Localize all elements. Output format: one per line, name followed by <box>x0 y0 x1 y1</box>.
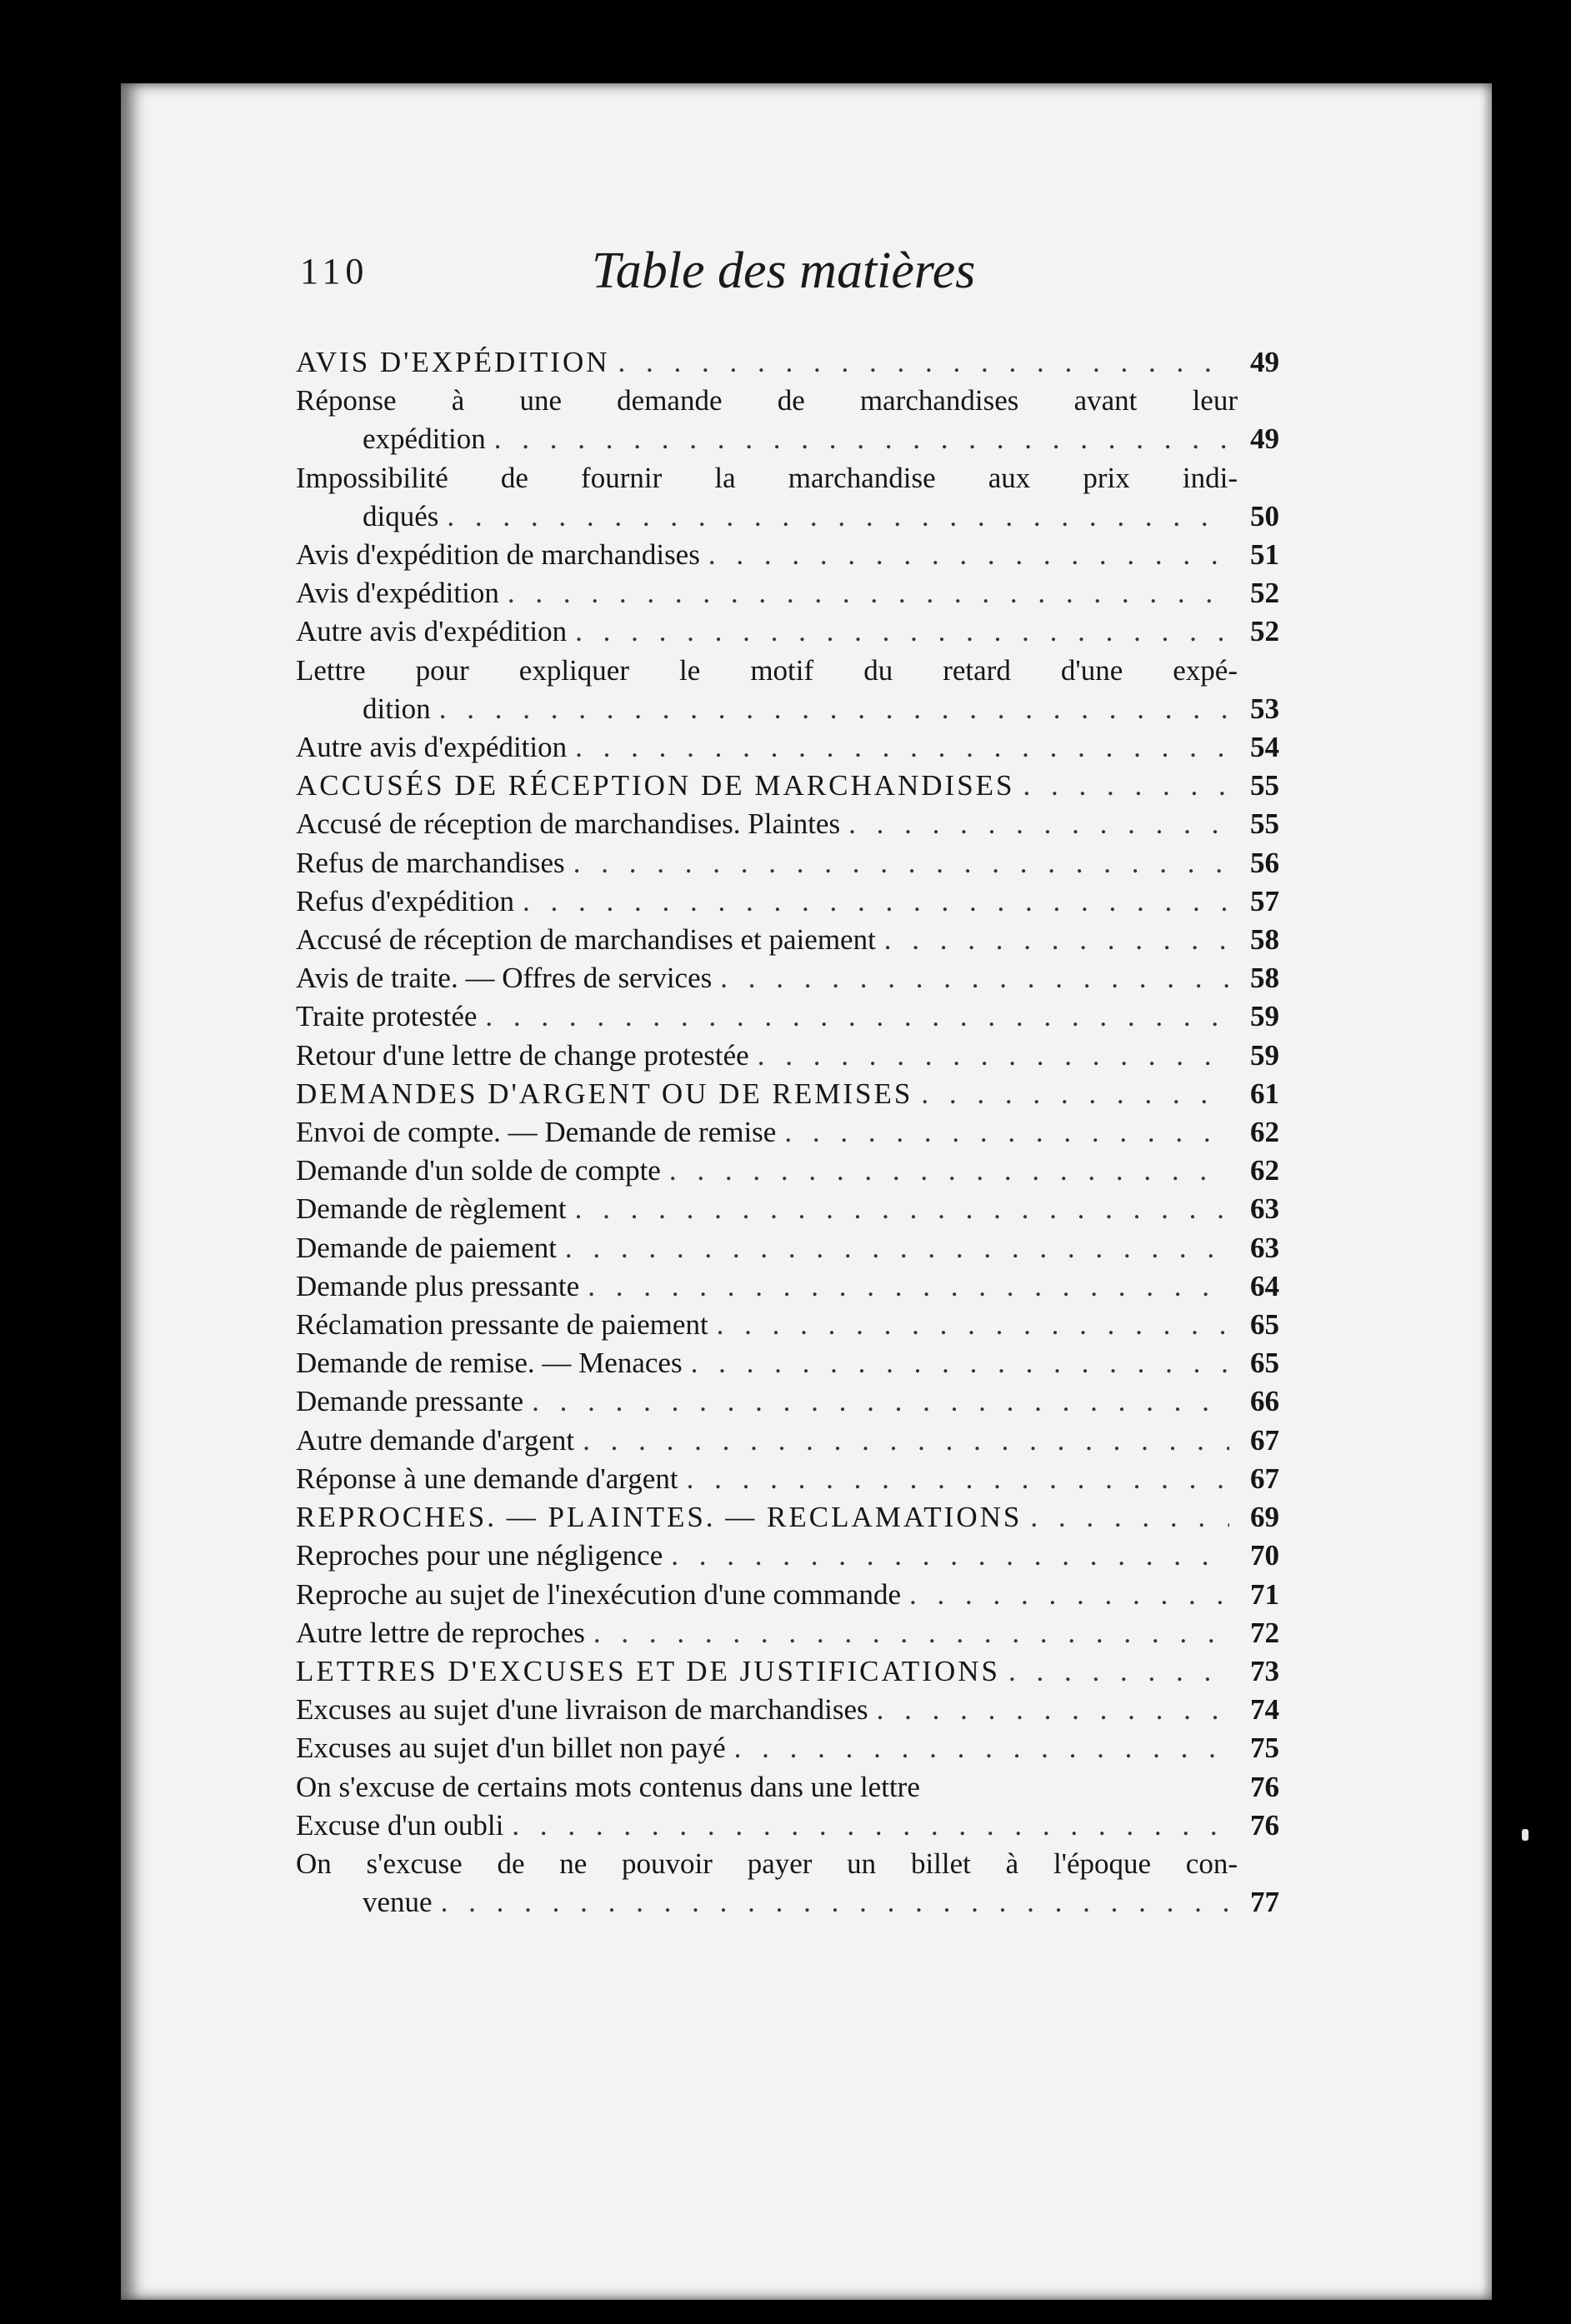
toc-page-number: 61 <box>1250 1077 1279 1110</box>
toc-entry <box>296 1344 1279 1382</box>
toc-entry-label: Accusé de réception de marchandises. Plaintes <box>296 807 841 841</box>
toc-entry <box>296 1190 1279 1228</box>
toc-entry-label: On s'excuse de ne pouvoir payer un billet à l'époque con- <box>296 1847 1238 1880</box>
toc-page-number: 72 <box>1250 1616 1279 1649</box>
toc-entry <box>296 1152 1279 1190</box>
toc-entry <box>296 921 1279 959</box>
toc-page-number: 57 <box>1250 884 1279 917</box>
toc-entry-label: Réponse à une demande d'argent <box>296 1462 678 1495</box>
toc-entry-label: Demande plus pressante <box>296 1269 580 1302</box>
toc-entry-label: Excuses au sujet d'un billet non payé <box>296 1732 726 1765</box>
dot-leader <box>1030 1498 1229 1537</box>
dot-leader <box>508 574 1229 612</box>
dot-leader <box>618 343 1229 382</box>
toc-entry <box>296 382 1279 420</box>
dot-leader <box>687 1460 1229 1498</box>
toc-page-number: 63 <box>1250 1231 1279 1264</box>
toc-page-number: 55 <box>1250 807 1279 841</box>
toc-page-number: 63 <box>1250 1192 1279 1226</box>
toc-page-number: 52 <box>1250 615 1279 648</box>
toc-entry <box>296 574 1279 612</box>
toc-entry-label: Autre avis d'expédition <box>296 615 568 648</box>
toc-entry-label: Refus d'expédition <box>296 884 514 917</box>
toc-entry-label: expédition <box>363 422 486 456</box>
page-number: 110 <box>300 251 369 292</box>
toc-page-number: 62 <box>1250 1116 1279 1149</box>
toc-entry <box>296 1382 1279 1421</box>
toc-entry-label: LETTRES D'EXCUSES ET DE JUSTIFICATIONS <box>296 1654 1000 1687</box>
toc-page-number: 65 <box>1250 1347 1279 1380</box>
dot-leader <box>593 1614 1229 1652</box>
dot-leader <box>671 1537 1229 1575</box>
dot-leader <box>575 612 1229 651</box>
toc-entry-label: Autre avis d'expédition <box>296 731 568 764</box>
dot-leader <box>485 997 1229 1036</box>
dot-leader <box>691 1344 1229 1382</box>
toc-entry-label: Demande de règlement <box>296 1192 567 1226</box>
toc-entry-label: Refus de marchandises <box>296 846 565 879</box>
dot-leader <box>669 1152 1229 1190</box>
toc-page-number: 49 <box>1250 422 1279 456</box>
toc-page-number: 76 <box>1250 1770 1279 1803</box>
toc-entry-label: Avis d'expédition <box>296 577 499 610</box>
toc-page-number: 55 <box>1250 769 1279 802</box>
toc-section-heading <box>296 767 1279 805</box>
toc-page-number: 64 <box>1250 1269 1279 1302</box>
dot-leader <box>1008 1652 1229 1691</box>
toc-entry <box>296 420 1279 458</box>
toc-page-number: 77 <box>1250 1886 1279 1919</box>
toc-entry-label: Lettre pour expliquer le motif du retard d'une expé- <box>296 653 1238 687</box>
toc-page-number: 74 <box>1250 1693 1279 1727</box>
toc-page-number: 58 <box>1250 962 1279 995</box>
toc-entry <box>296 728 1279 767</box>
dot-leader <box>848 805 1229 843</box>
toc-entry <box>296 1229 1279 1267</box>
dot-leader <box>439 690 1229 728</box>
toc-page-number: 66 <box>1250 1385 1279 1418</box>
toc-entry-label: Autre demande d'argent <box>296 1423 575 1457</box>
toc-entry-label: Impossibilité de fournir la marchandise aux prix indi- <box>296 461 1238 494</box>
toc-entry <box>296 805 1279 843</box>
toc-section-heading <box>296 343 1279 382</box>
toc-page-number: 67 <box>1250 1423 1279 1457</box>
table-of-contents <box>296 343 1279 1922</box>
dot-leader <box>583 1422 1229 1460</box>
dot-leader <box>717 1306 1229 1344</box>
dot-leader <box>720 959 1229 997</box>
dot-leader <box>573 844 1229 882</box>
toc-page-number: 67 <box>1250 1462 1279 1495</box>
dot-leader <box>565 1229 1229 1267</box>
toc-entry <box>296 997 1279 1036</box>
toc-entry <box>296 1883 1279 1922</box>
toc-page-number: 58 <box>1250 923 1279 957</box>
toc-section-heading <box>296 1498 1279 1537</box>
toc-entry <box>296 1807 1279 1845</box>
toc-entry-label: REPROCHES. — PLAINTES. — RECLAMATIONS <box>296 1501 1023 1534</box>
toc-entry-label: Accusé de réception de marchandises et paiement <box>296 923 876 957</box>
toc-entry <box>296 1768 1279 1807</box>
toc-page-number: 71 <box>1250 1577 1279 1611</box>
toc-entry <box>296 1576 1279 1614</box>
toc-section-heading <box>296 1075 1279 1113</box>
toc-page-number: 51 <box>1250 538 1279 572</box>
toc-entry <box>296 1537 1279 1575</box>
page-header <box>175 242 1258 308</box>
dot-leader <box>734 1729 1229 1767</box>
binding-hole <box>886 122 916 152</box>
toc-entry <box>296 1691 1279 1729</box>
dot-leader <box>884 921 1229 959</box>
toc-page-number: 69 <box>1250 1501 1279 1534</box>
toc-section-heading <box>296 1652 1279 1691</box>
dot-leader <box>1023 767 1229 805</box>
toc-entry-label: On s'excuse de certains mots contenus dans une lettre <box>296 1770 920 1803</box>
toc-page-number: 52 <box>1250 577 1279 610</box>
toc-entry <box>296 1113 1279 1152</box>
toc-entry-label: Envoi de compte. — Demande de remise <box>296 1116 777 1149</box>
toc-entry <box>296 1614 1279 1652</box>
toc-entry <box>296 459 1279 497</box>
toc-entry-label: Demande de remise. — Menaces <box>296 1347 683 1380</box>
toc-entry <box>296 882 1279 921</box>
toc-entry <box>296 497 1279 536</box>
toc-entry-label: Excuses au sujet d'une livraison de marchandises <box>296 1693 868 1727</box>
toc-page-number: 49 <box>1250 346 1279 378</box>
dot-leader <box>877 1691 1229 1729</box>
toc-entry-label: Excuse d'un oubli <box>296 1808 504 1842</box>
toc-entry-label: Retour d'une lettre de change protestée <box>296 1038 749 1072</box>
toc-page-number: 54 <box>1250 731 1279 764</box>
toc-entry-label: DEMANDES D'ARGENT OU DE REMISES <box>296 1077 913 1110</box>
scan-speck <box>1522 1829 1528 1841</box>
toc-entry-label: Avis d'expédition de marchandises <box>296 538 700 572</box>
toc-page-number: 75 <box>1250 1732 1279 1765</box>
toc-page-number: 53 <box>1250 692 1279 725</box>
dot-leader <box>575 1190 1229 1228</box>
dot-leader <box>909 1576 1229 1614</box>
toc-entry <box>296 1422 1279 1460</box>
dot-leader <box>494 420 1229 458</box>
toc-entry-label: Demande pressante <box>296 1385 524 1418</box>
dot-leader <box>447 497 1229 536</box>
dot-leader <box>575 728 1229 767</box>
toc-entry-label: Traite protestée <box>296 1000 478 1033</box>
toc-page-number: 73 <box>1250 1654 1279 1687</box>
toc-entry <box>296 959 1279 997</box>
toc-entry-label: Reproches pour une négligence <box>296 1539 663 1572</box>
toc-page-number: 59 <box>1250 1000 1279 1033</box>
dot-leader <box>512 1807 1229 1845</box>
toc-entry <box>296 1306 1279 1344</box>
toc-entry <box>296 1845 1279 1883</box>
toc-entry <box>296 652 1279 690</box>
dot-leader <box>708 536 1229 574</box>
toc-page-number: 76 <box>1250 1808 1279 1842</box>
toc-page-number: 59 <box>1250 1038 1279 1072</box>
toc-entry <box>296 1460 1279 1498</box>
page-title: Table des matières <box>592 242 976 299</box>
toc-entry <box>296 612 1279 651</box>
toc-entry-label: venue <box>363 1886 433 1919</box>
toc-entry-label: diqués <box>363 499 439 532</box>
toc-entry <box>296 1729 1279 1767</box>
toc-entry <box>296 536 1279 574</box>
toc-entry <box>296 844 1279 882</box>
dot-leader <box>784 1113 1229 1152</box>
dot-leader <box>758 1037 1229 1075</box>
dot-leader <box>532 1382 1229 1421</box>
dot-leader <box>523 882 1229 921</box>
toc-page-number: 70 <box>1250 1539 1279 1572</box>
toc-entry-label: dition <box>363 692 431 725</box>
toc-entry-label: Réclamation pressante de paiement <box>296 1308 708 1342</box>
toc-entry-label: Autre lettre de reproches <box>296 1616 585 1649</box>
toc-entry-label: Demande d'un solde de compte <box>296 1154 661 1187</box>
toc-page-number: 62 <box>1250 1154 1279 1187</box>
toc-entry-label: Réponse à une demande de marchandises avant leur <box>296 384 1238 417</box>
toc-entry <box>296 1037 1279 1075</box>
toc-page-number: 50 <box>1250 499 1279 532</box>
dot-leader <box>441 1883 1229 1922</box>
toc-entry <box>296 1267 1279 1306</box>
dot-leader <box>921 1075 1229 1113</box>
toc-entry-label: AVIS D'EXPÉDITION <box>296 346 610 378</box>
toc-entry-label: ACCUSÉS DE RÉCEPTION DE MARCHANDISES <box>296 769 1015 802</box>
toc-page-number: 56 <box>1250 846 1279 879</box>
dot-leader <box>588 1267 1229 1306</box>
toc-page-number: 65 <box>1250 1308 1279 1342</box>
toc-entry-label: Avis de traite. — Offres de services <box>296 962 713 995</box>
toc-entry-label: Demande de paiement <box>296 1231 557 1264</box>
toc-entry <box>296 690 1279 728</box>
toc-entry-label: Reproche au sujet de l'inexécution d'une commande <box>296 1577 901 1611</box>
